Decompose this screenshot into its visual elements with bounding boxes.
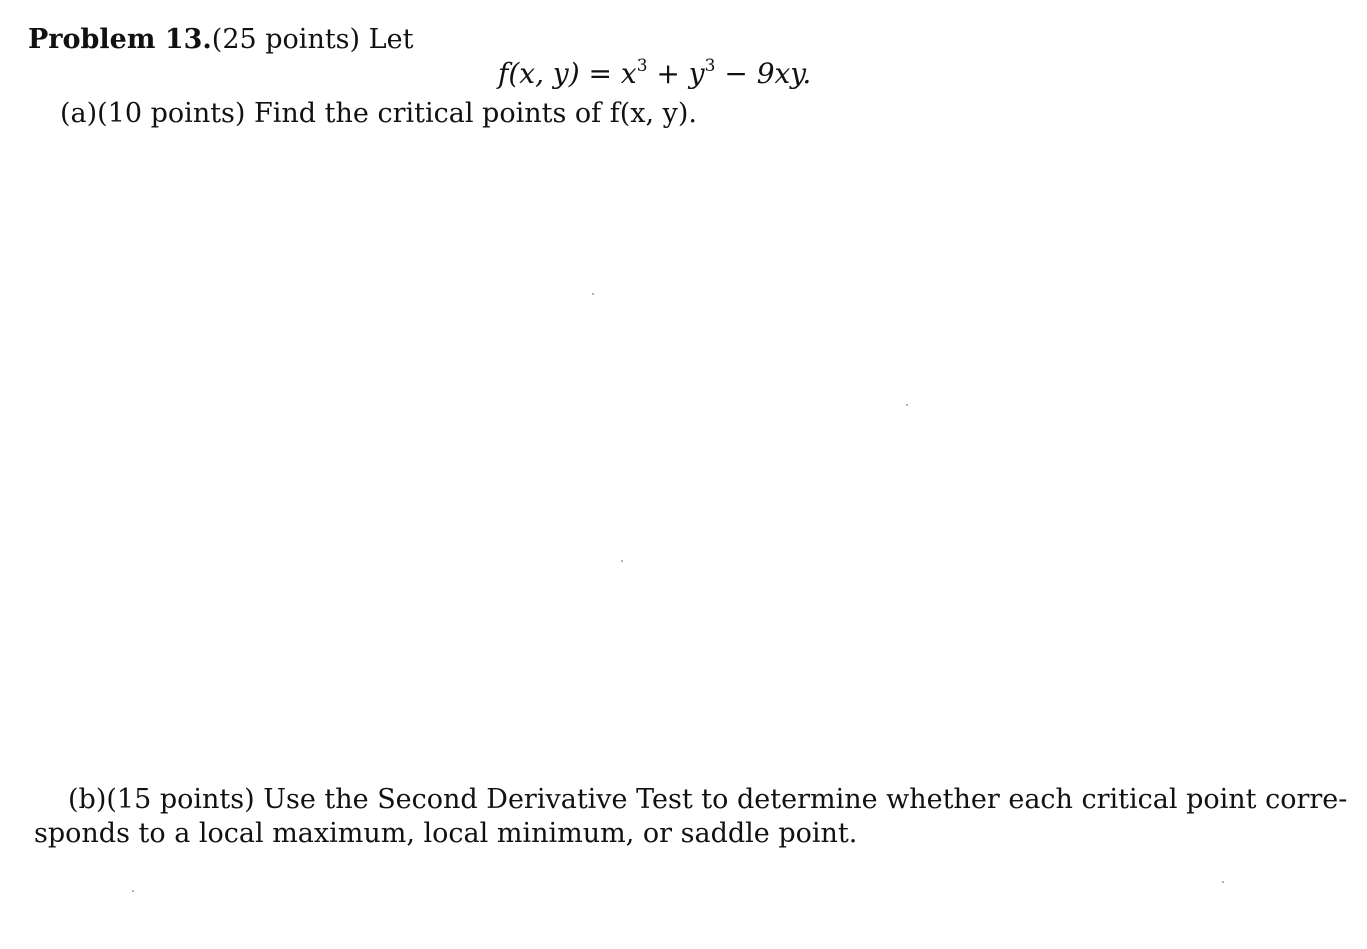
function-equation <box>498 55 812 90</box>
scan-speck <box>132 890 134 892</box>
part-b-label: (b) <box>68 784 107 815</box>
problem-label: Problem 13. <box>28 24 212 55</box>
scan-speck <box>906 404 908 406</box>
part-b-question-line-1 <box>68 784 1347 816</box>
equation-lhs: f(x, y) = x <box>498 57 637 90</box>
part-a-label: (a) <box>60 98 98 129</box>
equation-exponent-x: 3 <box>636 55 648 76</box>
part-a-question <box>60 98 697 130</box>
part-b-text-1: (15 points) Use the Second Derivative Test to determine whether each critical point corre- <box>106 784 1348 815</box>
part-b-question-line-2 <box>34 818 857 850</box>
equation-rhs: − 9xy. <box>715 57 812 90</box>
scan-speck <box>621 560 623 562</box>
part-a-text: (10 points) Find the critical points of f(x, y). <box>97 98 698 129</box>
problem-header <box>28 24 413 56</box>
scan-speck <box>592 293 594 295</box>
part-b-text-2: sponds to a local maximum, local minimum, or saddle point. <box>34 818 858 849</box>
scan-speck <box>1222 881 1224 883</box>
problem-points: (25 points) Let <box>211 24 414 55</box>
equation-mid: + y <box>647 57 705 90</box>
equation-exponent-y: 3 <box>704 55 716 76</box>
